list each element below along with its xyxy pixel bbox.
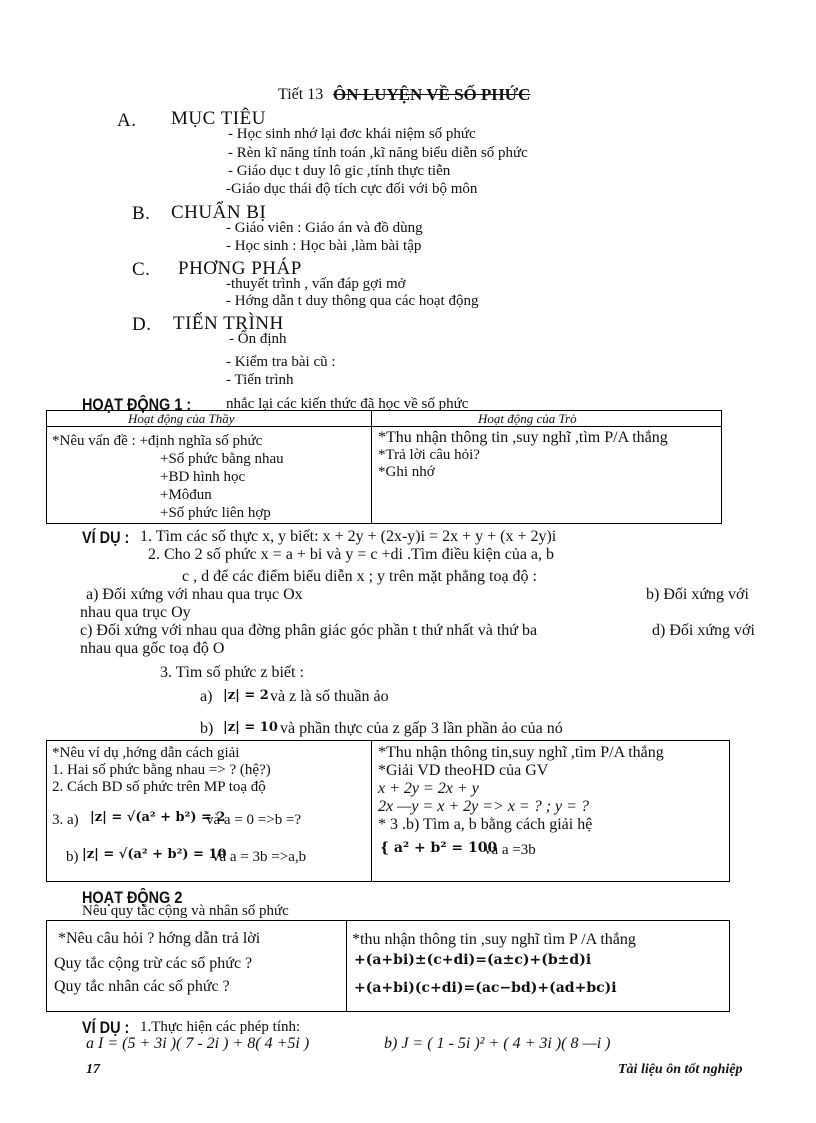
teacher-line: +Môđun xyxy=(160,487,212,503)
example2-qa: a I = (5 + 3i )( 7 - 2i ) + 8( 4 +5i ) xyxy=(86,1035,310,1052)
example1-teacher-cell xyxy=(52,745,271,796)
section-d-item: - Tiến trình xyxy=(226,372,294,388)
example1-q3b-prefix: b) xyxy=(200,720,214,737)
table2-3b-formula: |z| = √(a² + b²) = 10 xyxy=(82,847,227,862)
activity1-col-student: Hoạt động của Trò xyxy=(478,411,577,426)
student-line: *Giải VD theoHD của GV xyxy=(378,762,549,779)
example1-q3b-text: và phần thực của z gấp 3 lần phần ảo của nó xyxy=(280,720,563,737)
student-line: *Trả lời câu hỏi? xyxy=(378,447,480,463)
activity2-student-line: *thu nhận thông tin ,suy nghĩ tìm P /A thắng xyxy=(352,931,636,948)
teacher-line: *Nêu vấn đề : +định nghĩa số phức xyxy=(52,433,263,449)
activity1-description: nhắc lại các kiến thức đã học về số phức xyxy=(226,396,469,412)
section-b-item: - Học sinh : Học bài ,làm bài tập xyxy=(226,238,422,254)
example1-q2-cont: c , d để các điểm biểu diễn x ; y trên mặt phẳng toạ độ : xyxy=(182,568,537,585)
section-a-heading: MỤC TIÊU xyxy=(171,108,266,129)
student-line: * 3 .b) Tìm a, b bằng cách giải hệ xyxy=(378,816,593,833)
table2-3a-formula: |z| = √(a² + b²) = 2 xyxy=(90,810,226,825)
example1-q3a-prefix: a) xyxy=(200,688,213,705)
formula-add: +(a+bi)±(c+di)=(a±c)+(b±d)i xyxy=(354,952,592,968)
example1-q2: 2. Cho 2 số phức x = a + bi và y = c +di .Tìm điều kiện của a, b xyxy=(148,546,555,563)
activity1-student-cell xyxy=(378,429,668,481)
table2-3a-prefix: 3. a) xyxy=(52,812,79,828)
section-d-item: - Ổn định xyxy=(229,331,287,347)
table2-3a-text: và a = 0 =>b =? xyxy=(206,812,302,828)
example1-label: VÍ DỤ : xyxy=(82,528,130,547)
student-line: 2x —y = x + 2y => x = ? ; y = ? xyxy=(378,798,589,815)
section-b-item: - Giáo viên : Giáo án và đồ dùng xyxy=(226,220,423,236)
student-line: *Thu nhận thông tin ,suy nghĩ ,tìm P/A thắng xyxy=(378,429,668,446)
example1-option-c: c) Đối xứng với nhau qua đờng phân giác góc phần t thứ nhất và thứ ba xyxy=(80,622,538,639)
teacher-line: +BD hình học xyxy=(160,469,246,485)
section-b-letter: B. xyxy=(132,203,151,224)
section-d-heading: TIẾN TRÌNH xyxy=(173,313,284,334)
page-title: ÔN LUYỆN VỀ SỐ PHỨC xyxy=(333,85,531,104)
activity2-label: HOẠT ĐỘNG 2 xyxy=(82,888,183,907)
activity2-teacher-line: Quy tắc cộng trừ các số phức ? xyxy=(54,955,253,972)
example1-option-d-cont: nhau qua gốc toạ độ O xyxy=(80,640,225,657)
teacher-line: +Số phức liên hợp xyxy=(160,505,271,521)
page-number: 17 xyxy=(86,1062,100,1077)
example2-qb: b) J = ( 1 - 5i )² + ( 4 + 3i )( 8 —i ) xyxy=(384,1035,611,1052)
section-a-letter: A. xyxy=(117,110,137,131)
footer-text: Tài liệu ôn tốt nghiệp xyxy=(618,1062,743,1077)
example1-q3: 3. Tìm số phức z biết : xyxy=(160,664,304,681)
formula-multiply: +(a+bi)(c+di)=(ac−bd)+(ad+bc)i xyxy=(354,980,617,996)
section-a-item: - Học sinh nhớ lại đơc khái niệm số phức xyxy=(228,126,476,142)
example1-q1: 1. Tìm các số thực x, y biết: x + 2y + (2x-y)i = 2x + y + (x + 2y)i xyxy=(140,528,557,545)
example1-option-d: d) Đối xứng với xyxy=(652,622,755,639)
section-b-heading: CHUẨN BỊ xyxy=(171,202,267,223)
example2-label: VÍ DỤ : xyxy=(82,1018,130,1037)
table2-system-formula: { a² + b² = 100 xyxy=(380,840,498,856)
section-c-item: -thuyết trình , vấn đáp gợi mở xyxy=(226,276,406,292)
example1-option-a: a) Đối xứng với nhau qua trục Ox xyxy=(86,586,303,603)
table2-3b-text: và a = 3b =>a,b xyxy=(212,849,307,865)
example1-q3a-text: và z là số thuần ảo xyxy=(270,688,389,705)
activity2-description: Nêu quy tắc cộng và nhân số phức xyxy=(82,903,289,919)
example1-q3b-formula: |z| = 10 xyxy=(223,720,278,735)
activity1-label: HOẠT ĐỘNG 1 : xyxy=(82,395,192,414)
section-c-item: - Hớng dẫn t duy thông qua các hoạt động xyxy=(226,293,479,309)
section-a-item: - Giáo dục t duy lô gic ,tính thực tiễn xyxy=(228,163,451,179)
activity1-teacher-cell xyxy=(52,433,262,450)
section-d-item: - Kiểm tra bài cũ : xyxy=(226,354,336,370)
teacher-line: +Số phức bằng nhau xyxy=(160,451,284,467)
example1-q3a-formula: |z| = 2 xyxy=(223,688,269,703)
teacher-line: *Nêu ví dụ ,hớng dẫn cách giải xyxy=(52,745,240,761)
table2-system-text: và a =3b xyxy=(484,842,536,858)
activity1-col-teacher: Hoạt động của Thầy xyxy=(128,411,235,426)
example1-student-cell xyxy=(378,744,664,834)
student-line: x + 2y = 2x + y xyxy=(378,780,479,797)
teacher-line: 2. Cách BD số phức trên MP toạ độ xyxy=(52,779,266,795)
section-c-letter: C. xyxy=(132,259,151,280)
student-line: *Thu nhận thông tin,suy nghĩ ,tìm P/A thắng xyxy=(378,744,664,761)
teacher-line: 1. Hai số phức bằng nhau => ? (hệ?) xyxy=(52,762,271,778)
section-c-heading: PHƠNG PHÁP xyxy=(178,258,302,279)
table2-3b-prefix: b) xyxy=(66,849,79,865)
section-a-item: - Rèn kĩ năng tính toán ,kĩ năng biểu diễn số phức xyxy=(228,145,528,161)
example1-option-b-cont: nhau qua trục Oy xyxy=(80,604,191,621)
section-a-item: -Giáo dục thái độ tích cực đối với bộ môn xyxy=(226,181,478,197)
title-prefix: Tiết 13 xyxy=(278,86,324,103)
activity2-teacher-line: *Nêu câu hỏi ? hớng dẫn trả lời xyxy=(58,930,261,947)
activity2-teacher-line: Quy tắc nhân các số phức ? xyxy=(54,978,230,995)
example2-q1: 1.Thực hiện các phép tính: xyxy=(140,1019,301,1035)
example1-option-b: b) Đối xứng với xyxy=(646,586,749,603)
student-line: *Ghi nhớ xyxy=(378,464,435,480)
section-d-letter: D. xyxy=(132,314,152,335)
